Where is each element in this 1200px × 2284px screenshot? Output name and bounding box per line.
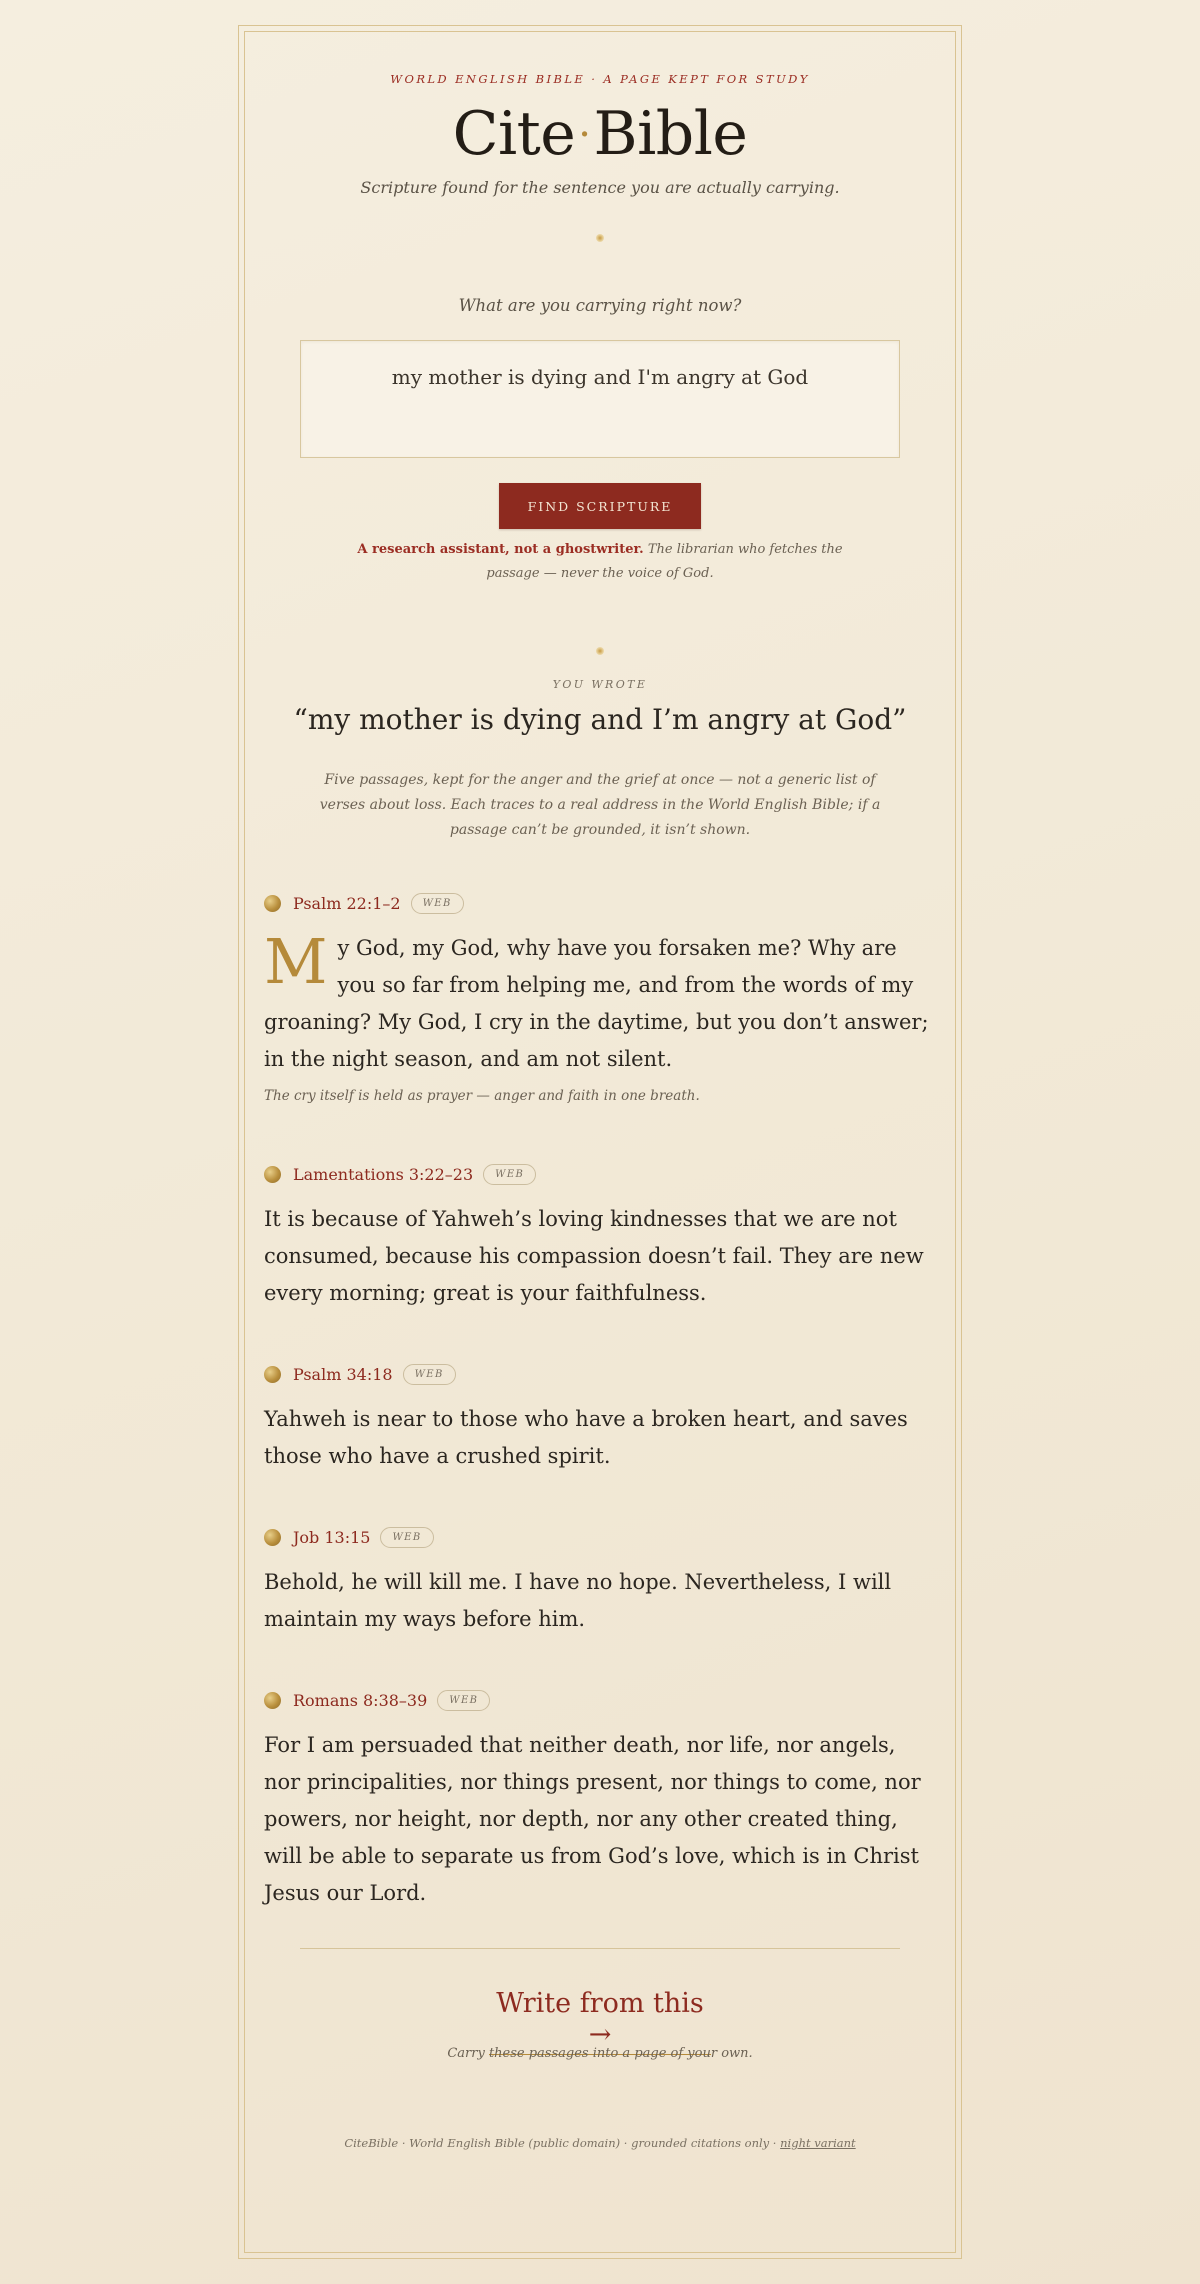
- footer: [238, 2136, 962, 2150]
- passage-card: [264, 1524, 934, 1638]
- ornament-dot: [596, 234, 604, 242]
- passage-text: Yahweh is near to those who have a broken heart, and saves those who have a crushed spirit.: [264, 1407, 908, 1468]
- translation-badge: WEB: [411, 893, 464, 914]
- query-value: my mother is dying and I'm angry at God: [391, 365, 809, 389]
- passage-reference-row: [264, 1361, 934, 1387]
- write-link-label: Write from this: [496, 1988, 704, 2019]
- ornament-dot: [596, 647, 604, 655]
- translation-badge: WEB: [403, 1364, 456, 1385]
- passage-reference[interactable]: Lamentations 3:22–23: [293, 1164, 474, 1184]
- disclaimer-strong: A research assistant, not a ghostwriter.: [357, 542, 644, 557]
- write-subtitle: Carry these passages into a page of your own.: [447, 2046, 753, 2061]
- passage-card: [264, 1161, 934, 1312]
- passage-card: [264, 890, 934, 1104]
- disclaimer-rest: The librarian who fetches the passage — never the voice of God.: [486, 542, 843, 581]
- title-dot: ·: [578, 112, 591, 158]
- arrow-right-icon: →: [588, 2019, 612, 2050]
- eyebrow: WORLD ENGLISH BIBLE · A PAGE KEPT FOR STUDY: [390, 72, 810, 86]
- disclaimer: [238, 538, 962, 586]
- tagline: Scripture found for the sentence you are actually carrying.: [360, 178, 840, 197]
- passage-reference-row: [264, 1687, 934, 1713]
- passage-text: It is because of Yahweh’s loving kindnesses that we are not consumed, because his compassion doesn’t fail. They are new every morning; great is your faithfulness.: [264, 1207, 924, 1305]
- site-title: [238, 92, 962, 183]
- translation-badge: WEB: [380, 1527, 433, 1548]
- title-cite: Cite: [452, 99, 576, 169]
- translation-badge: WEB: [483, 1164, 536, 1185]
- you-wrote-label: YOU WROTE: [552, 678, 648, 691]
- results-intro: Five passages, kept for the anger and the grief at once — not a generic list of verses about loss. Each traces to a real address in the World English Bible; if a passage can’t be grounded, it isn’t shown.: [319, 772, 881, 838]
- find-scripture-button[interactable]: FIND SCRIPTURE: [499, 483, 701, 529]
- write-from-this-link[interactable]: [489, 1988, 711, 2055]
- footer-text: CiteBible · World English Bible (public domain) · grounded citations only ·: [344, 2136, 777, 2150]
- query-prompt: What are you carrying right now?: [458, 296, 742, 315]
- translation-badge: WEB: [437, 1690, 490, 1711]
- passage-text: Behold, he will kill me. I have no hope. Nevertheless, I will maintain my ways before him.: [264, 1570, 892, 1631]
- user-quote: “my mother is dying and I’m angry at God”: [293, 703, 907, 736]
- passage-text: My God, my God, why have you forsaken me? Why are you so far from helping me, and from the words of my groaning? My God, I cry in the daytime, but you don’t answer; in the night season, and am not silent.: [264, 925, 929, 1071]
- passage-text: For I am persuaded that neither death, nor life, nor angels, nor principalities, nor things present, nor things to come, nor powers, nor height, nor depth, nor any other created thing, will be able to separate us from God’s love, which is in Christ Jesus our Lord.: [264, 1733, 921, 1905]
- divider: [300, 1948, 900, 1949]
- passage-reference[interactable]: Job 13:15: [293, 1527, 371, 1547]
- passage-reference[interactable]: Psalm 22:1–2: [293, 893, 401, 913]
- passage-reference-row: [264, 1161, 934, 1187]
- passage-note: The cry itself is held as prayer — anger and faith in one breath.: [264, 1088, 700, 1104]
- bead-icon: [264, 1166, 281, 1183]
- title-bible: Bible: [593, 99, 748, 169]
- passage-reference-row: [264, 1524, 934, 1550]
- bead-icon: [264, 895, 281, 912]
- passage-reference[interactable]: Romans 8:38–39: [293, 1690, 428, 1710]
- query-input[interactable]: [300, 340, 900, 458]
- night-variant-link[interactable]: night variant: [780, 2136, 856, 2150]
- passage-card: [264, 1361, 934, 1475]
- passage-card: [264, 1687, 934, 1912]
- passage-reference-row: [264, 890, 934, 916]
- bead-icon: [264, 1692, 281, 1709]
- passage-reference[interactable]: Psalm 34:18: [293, 1364, 393, 1384]
- bead-icon: [264, 1529, 281, 1546]
- bead-icon: [264, 1366, 281, 1383]
